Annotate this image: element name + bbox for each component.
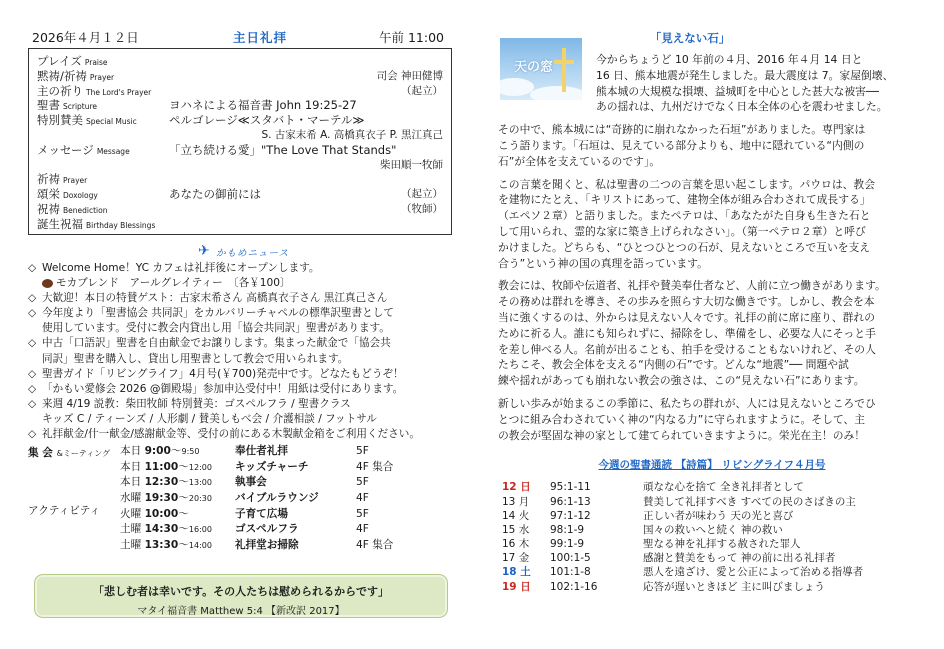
news-item [28,367,452,382]
article-line: （エペソ２章）と語りました。またペテロは、「あなたがた自身も生きた石と [498,209,871,223]
order-row [37,113,443,127]
schedule-place: 5F [356,476,369,489]
schedule-row [120,538,450,552]
order-item-content: ペルゴレージ≪スタバト・マーテル≫ [169,113,365,128]
seagull-icon: ✈ [198,243,210,259]
schedule-event: キッズチャーチ [235,460,309,473]
order-item-name: メッセージ [37,142,94,157]
order-row [37,187,443,201]
schedule-row [120,460,450,474]
schedule-end: 16:00 [188,525,212,535]
order-item-english: Birthday Blessings [86,220,156,230]
article-line: 今からちょうど 10 年前の４月、2016 年４月 14 日と [596,53,863,66]
order-item-english: Prayer [89,72,115,82]
schedule-end: 12:00 [188,462,212,472]
schedule-time: 本日 11:00～12:00 [120,460,212,473]
reading-passage: 97:1-12 [550,509,591,522]
article-line: を建物にたとえ、「キリストにあって、建物全体が組み合わされて成長する」 [498,193,871,207]
diamond-icon: ◇ [28,337,37,350]
schedule-row [120,444,450,458]
order-item-note: S. 古家末希 A. 高橋真衣子 P. 黒江真己 [261,129,443,141]
order-item-note: （起立） [401,188,443,201]
reading-theme: 頑なな心を捨て 全き礼拝者として [643,481,804,494]
order-item-english: Message [96,146,130,156]
reading-theme: 正しい者が味わう 天の光と喜び [643,509,794,522]
schedule-end: 13:00 [188,478,212,488]
article-line: 当に強くするのは、外からは見えない人々です。礼拝の前に席に座り、群れの [498,310,876,324]
news-item-text: 大歓迎！本日の特賛ゲスト：古家末希さん 高橋真衣子さん 黒江真己さん [42,292,388,305]
news-item [28,352,452,367]
article-paragraph-2 [498,122,918,169]
order-row [37,158,443,172]
reading-date: 18 土 [502,566,531,579]
article-line: かけました。どちらも、“ひとつひとつの石が、見えないところで互いを支え [498,240,871,254]
right-column [498,30,918,594]
order-row [37,98,443,112]
reading-date: 17 金 [502,552,530,565]
article-line: あの揺れは、九州だけでなく日本全体の心を震わせました。 [596,100,888,114]
schedule-place: 5F [356,507,369,520]
news-item-text: 今年度より「聖書協会 共同訳」をカルバリーチャペルの標準訳聖書として [42,307,394,320]
article-line: 新しい歩みが始まるこの季節に、私たちの群れが、人には見えないところでひ [498,396,876,410]
verse-reference: マタイ福音書 Matthew 5:4 【新改訳 2017】 [137,606,345,617]
schedule-row [120,522,450,536]
order-item-content: あなたの御前には [169,187,261,202]
news-item-text: 同訳」聖書を購入し、貸出し用聖書として教会で用いられます。 [42,352,349,365]
reading-theme: 感謝と賛美をもって 神の前に出る礼拝者 [643,552,836,565]
schedule-place: 5F [356,445,369,458]
order-row [37,172,443,186]
news-item [28,276,452,291]
schedule-time: 本日 9:00～9:50 [120,445,200,458]
schedule-start: 12:30 [144,476,179,489]
reading-passage: 102:1-16 [550,580,598,593]
article-paragraph-5 [498,396,918,443]
news-item [28,382,452,397]
reading-date: 16 木 [502,538,530,551]
article-line: 熊本城の大規模な損壊、益城町を中心とした甚大な被害── [596,84,879,98]
reading-date: 12 日 [502,481,531,494]
schedule-start: 13:30 [144,538,179,551]
reading-date: 14 火 [502,509,530,522]
schedule-day: 水曜 [120,491,142,504]
schedule-event: ゴスペルフラ [235,523,299,536]
reading-passage: 101:1-8 [550,566,591,579]
schedule-row [120,475,450,489]
news-item-text: 使用しています。受付に教会内貸出し用「協会共同訳」聖書があります。 [42,322,390,335]
order-item-english: Benediction [63,206,108,215]
article-line: 教会には、牧師や伝道者、礼拝や賛美奉仕者など、人前に立つ働きがあります。 [498,279,886,293]
order-item-note: 司会 神田健博 [376,69,443,82]
news-item-text: モカブレンド アールグレイティー 〔各￥100〕 [56,277,291,290]
reading-passage: 100:1-5 [550,552,591,565]
schedule-place: 4F 集合 [356,538,394,551]
left-column [28,28,452,561]
news-item-text: 聖書ガイド「リビングライフ」4月号(￥700)発売中です。どなたもどうぞ！ [42,367,404,380]
schedule-start: 14:30 [144,523,179,536]
schedule-event: 執事会 [235,476,267,489]
schedule-end: 20:30 [188,493,212,503]
service-name: 主日礼拝 [233,30,288,45]
order-item-note: （牧師） [401,203,443,215]
news-item-text: キッズ C / ティーンズ / 人形劇 / 賛美しもべ会 / 介護相談 / フットサル [42,412,377,425]
reading-theme: 応答が遅いときほど 主に叫びましょう [643,580,825,593]
schedule-day: 本日 [120,476,142,489]
article-line: この言葉を聞くと、私は聖書の二つの言葉を思い起こします。パウロは、教会 [498,177,876,191]
news-item [28,306,452,321]
article-image [500,38,582,100]
order-item-content: ヨハネによる福音書 John 19:25-27 [169,98,357,113]
schedule-time: 土曜 13:30～14:00 [120,538,212,551]
reading-row [498,495,918,509]
schedule-start: 9:00 [144,445,171,458]
reading-date: 19 日 [502,580,531,593]
article-line: その務めは群れを導き、その歩みを照らす大切な働きです。しかし、教会を本 [498,295,875,309]
schedule-place: 4F [356,491,369,504]
article-line: その中で、熊本城には“奇跡的に崩れなかった石垣”がありました。専門家は [498,123,866,137]
news-item-text: Welcome Home！YC カフェは礼拝後にオープンします。 [42,262,320,274]
reading-row [498,580,918,594]
order-item-note: （起立） [401,84,443,97]
reading-row [498,509,918,523]
schedule-place: 4F [356,523,369,536]
schedule-start: 11:00 [144,460,179,473]
news-item-text: 中古「口語訳」聖書を自由献金でお譲りします。集まった献金で「協会共 [42,337,391,350]
article-line: ために祈る人。誰にも知られずに、掃除をし、準備をし、必要な人にそっと手 [498,326,876,340]
schedule-time: 水曜 19:30～20:30 [120,491,212,504]
schedule-time: 火曜 10:00～ [120,507,189,520]
news-item [28,427,452,442]
reading-theme: 聖なる神を礼拝する赦された罪人 [643,538,801,551]
news-item-text: 「かもい愛修会 2026 @御殿場」参加申込受付中！用紙は受付にあります。 [42,382,404,395]
article-line: たちこそ、教会全体を支える“内側の石”です。どんな“地震”── 問題や試 [498,358,849,372]
verse-box [34,574,448,618]
diamond-icon: ◇ [28,292,37,305]
news-item [28,336,452,351]
article-line: の教会が堅固な神の家として建てられていきますように。栄光在主！のみ！ [498,428,866,442]
schedule-day: 本日 [120,445,142,458]
schedule-end: 9:50 [181,447,200,457]
article-line: 練や揺れがあっても崩れない教会の強さは、この“見えない石”にあります。 [498,374,865,388]
reading-row [498,480,918,494]
order-item-name: 主の祈り [37,83,83,98]
news-header [28,241,452,261]
schedule-start: 10:00 [144,507,179,520]
schedule-time: 土曜 14:30～16:00 [120,523,212,536]
order-item-english: Scripture [63,102,98,112]
reading-theme: 悪人を遠ざけ、愛と公正によって治める指導者 [643,566,864,579]
schedule-start: 19:30 [144,491,179,504]
news-list [28,261,452,442]
order-item-name: 黙祷/祈祷 [37,68,87,83]
order-item-name: 誕生祝福 [37,216,83,231]
reading-passage: 96:1-13 [550,495,591,508]
readings-title: 今週の聖書通読 【詩篇】 リビングライフ４月号 [598,459,826,472]
order-row [37,128,443,142]
diamond-icon: ◇ [28,428,37,441]
schedule-category-meetings: 集 会 &ミーティング [28,447,111,460]
order-of-worship [28,48,452,235]
order-item-name: プレイズ [37,54,82,68]
article-line: 合う”という神の国の真理を語っています。 [498,256,708,270]
article-paragraph-3 [498,177,918,272]
coffee-bean-icon [42,279,53,288]
reading-date: 15 水 [502,523,530,536]
reading-theme: 国々の救いへと続く 神の救い [643,523,783,536]
order-row [37,202,443,216]
order-item-name: 祝祷 [37,202,60,216]
reading-theme: 賛美して礼拝すべき すべての民のさばきの主 [643,495,856,508]
service-time: 午前 11:00 [379,30,444,45]
schedule-end: 14:00 [188,540,212,550]
article-line: を差し伸べる人。名前が出ることも、拍手を受けることもないけれど、その人 [498,342,876,356]
schedule-row [120,507,450,521]
article-line: して用いられ、霊的な家に築き上げられなさい」。（第一ペテロ２章）と呼び [498,224,866,238]
order-row [37,143,443,157]
order-item-english: Doxology [63,191,98,201]
diamond-icon: ◇ [28,307,37,320]
article-line: こう語ります。「石垣は、見えている部分よりも、地中に隠れている“内側の [498,138,865,152]
article-line: 石”が全体を支えているのです」。 [498,154,661,168]
news-item [28,321,452,336]
reading-passage: 99:1-9 [550,538,585,551]
diamond-icon: ◇ [28,382,37,395]
news-item-text: 来週 4/19 説教：柴田牧師 特別賛美：ゴスペルフラ / 聖書クラス [42,397,351,410]
verse-text: 「悲しむ者は幸いです。その人たちは慰められるからです」 [92,585,389,598]
reading-row [498,537,918,551]
reading-row [498,565,918,579]
schedule-day: 火曜 [120,507,142,520]
schedule-category-activities: アクティビティ [28,505,101,518]
order-item-name: 聖書 [37,98,60,113]
order-row [37,54,443,68]
schedule-day: 土曜 [120,538,142,551]
order-row [37,217,443,231]
order-item-name: 頌栄 [37,187,60,202]
order-item-name: 特別賛美 [37,113,83,128]
diamond-icon: ◇ [28,367,37,380]
reading-row [498,551,918,565]
order-row [37,69,443,83]
article-line: とつに組み合わされていく神の“内なる力”に守られますように。そして、主 [498,412,866,426]
order-item-english: Special Music [86,117,137,127]
article-title: 「見えない石」 [649,31,731,45]
order-item-english: The Lord's Prayer [86,87,152,97]
schedule-time: 本日 12:30～13:00 [120,476,212,489]
diamond-icon: ◇ [28,262,37,274]
news-item-text: 礼拝献金/什一献金/感謝献金等、受付の前にある木製献金箱をご利用ください。 [42,428,420,441]
diamond-icon: ◇ [28,397,37,410]
schedule-day: 本日 [120,460,142,473]
service-date: 2026年４月１２日 [32,30,139,45]
news-item [28,261,452,276]
order-item-note: 柴田順一牧師 [380,158,443,171]
schedule-day: 土曜 [120,523,142,536]
news-title: かもめニュース [216,248,290,259]
news-item [28,397,452,412]
order-row [37,84,443,98]
order-item-content: 「立ち続ける愛」"The Love That Stands" [169,142,397,157]
schedule-place: 4F 集合 [356,460,394,473]
readings-list [498,480,918,594]
image-label: 天の窓 [514,60,554,75]
schedule-row [120,491,450,505]
schedule-event: 子育て広場 [235,507,288,520]
reading-row [498,523,918,537]
schedule-event: 礼拝堂お掃除 [235,538,299,551]
reading-passage: 98:1-9 [550,523,585,536]
reading-passage: 95:1-11 [550,481,591,494]
schedule [28,443,452,561]
reading-date: 13 月 [502,495,530,508]
news-item [28,412,452,427]
order-item-english: Praise [84,58,108,67]
news-item [28,291,452,306]
article-line: 16 日、熊本地震が発生しました。最大震度は 7。家屋倒壊、 [596,68,894,82]
order-item-english: Prayer [63,176,88,186]
order-item-name: 祈祷 [37,172,60,187]
schedule-event: バイブルラウンジ [235,491,319,504]
article-paragraph-1 [596,52,918,115]
schedule-event: 奉仕者礼拝 [235,445,288,458]
bulletin-header [28,28,452,46]
article-paragraph-4 [498,278,918,389]
